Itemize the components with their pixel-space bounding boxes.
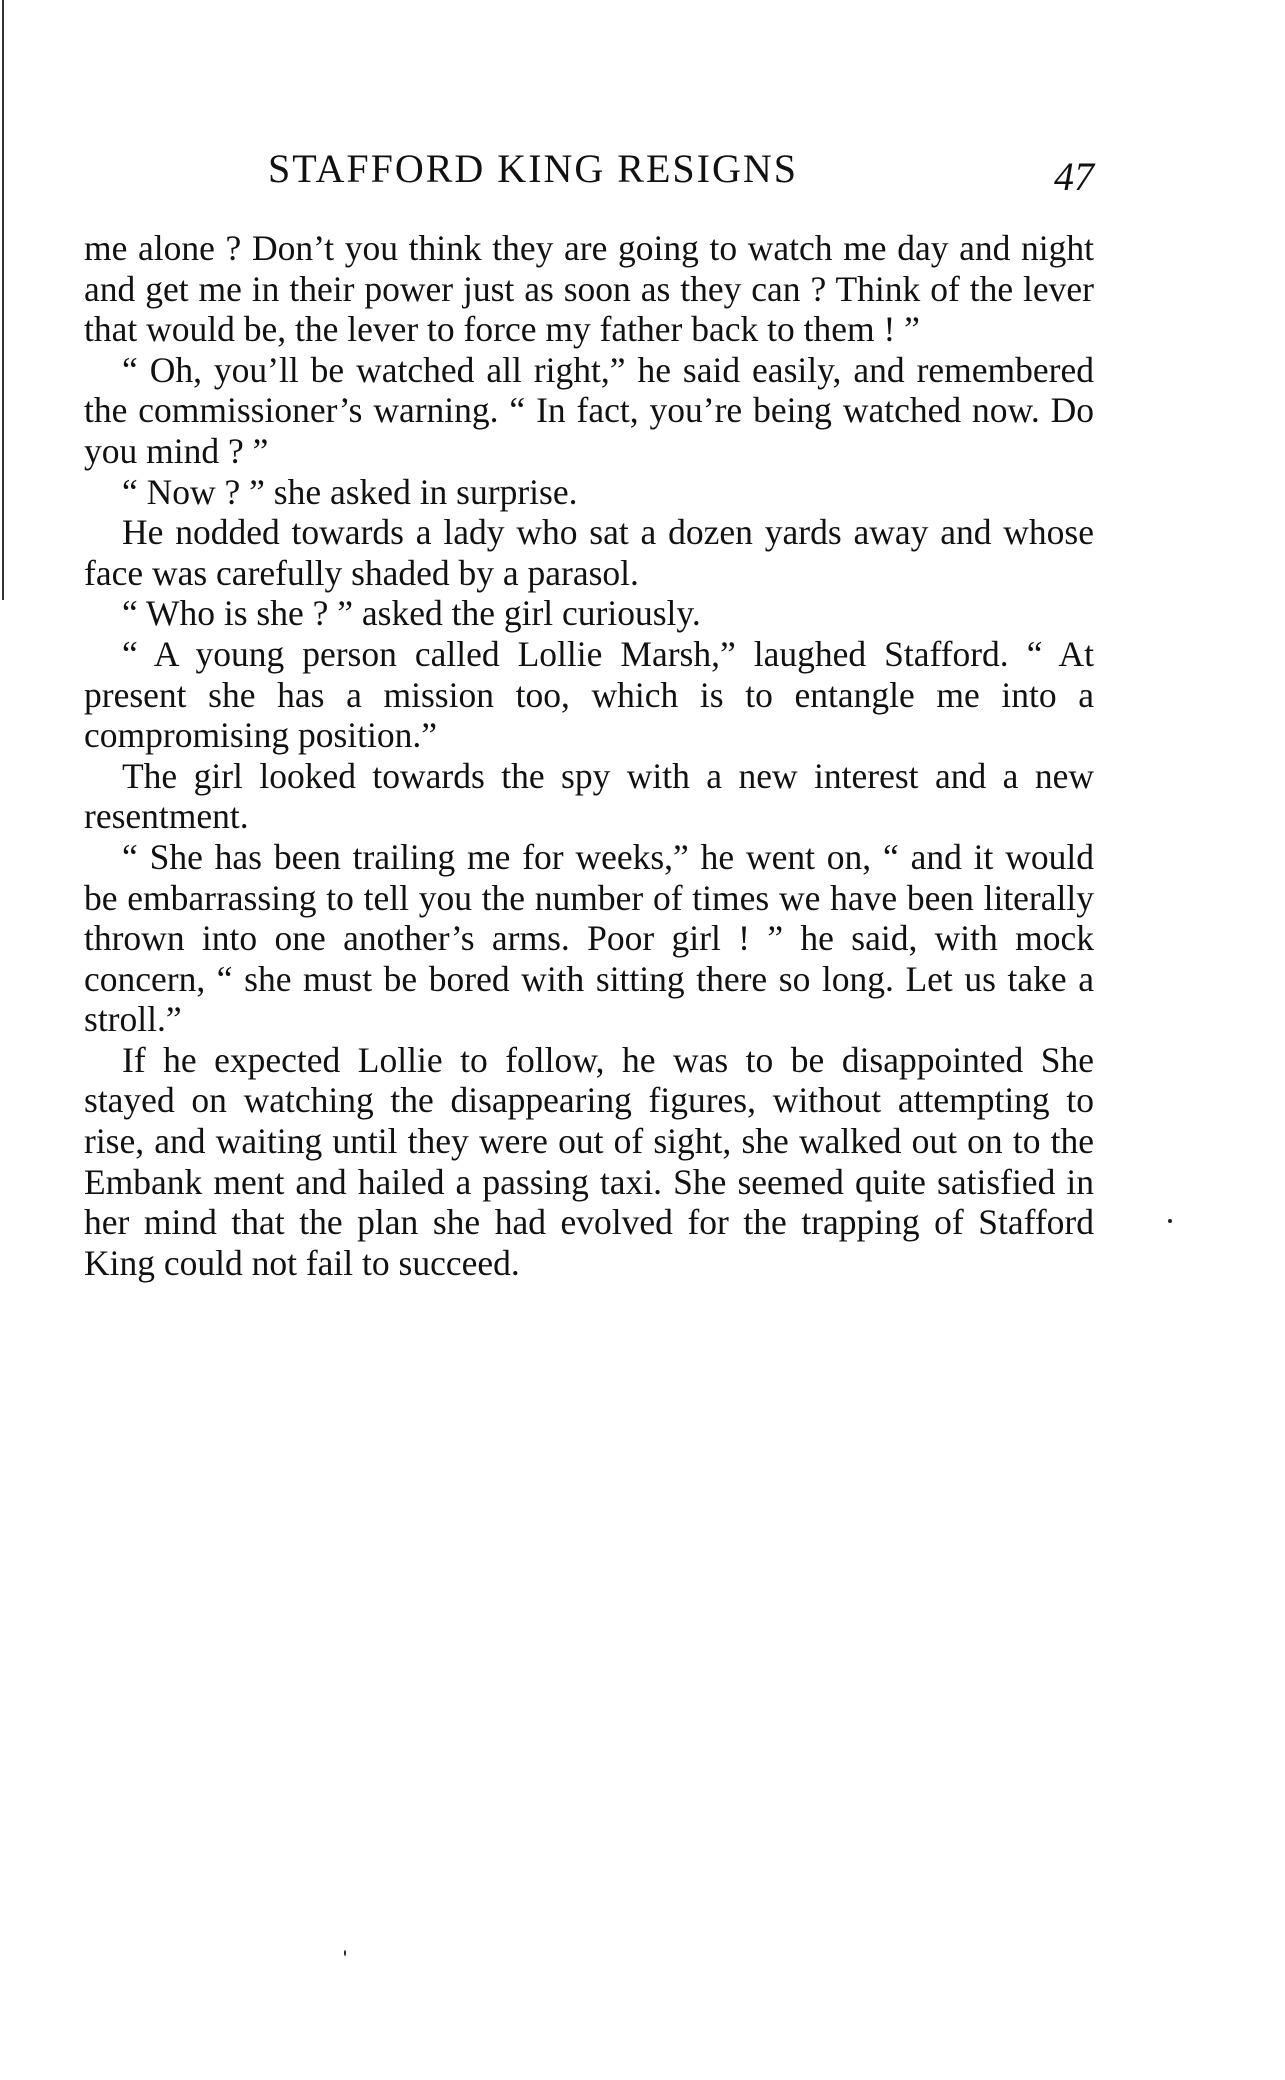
paragraph: The girl looked towards the spy with a new interest and a new resentment.: [84, 755, 1094, 837]
paragraph: “ Who is she ? ” asked the girl curiously.: [122, 593, 701, 634]
print-speck: [344, 1950, 346, 1956]
page-number: 47: [1054, 154, 1094, 199]
page-edge-rule: [2, 0, 4, 600]
paragraph: He nodded towards a lady who sat a dozen yards away and whose face was carefully shaded by a parasol.: [84, 512, 1094, 593]
paragraph: “ Now ? ” she asked in surprise.: [122, 471, 578, 512]
paragraph: If he expected Lollie to follow, he was to be disappointed She stayed on watching the disappearing figures, without attempting to rise, and waiting until they were out of sight, she walked out on to the Embank ment and hailed a passing taxi. She seemed quite satisfied in her mind that the plan she had evolved for the trapping of Stafford King could not fail to succeed.: [84, 1039, 1094, 1283]
running-head: STAFFORD KING RESIGNS: [268, 146, 798, 191]
paragraph: “ Oh, you’ll be watched all right,” he said easily, and remembered the commissioner’s warning. “ In fact, you’re being watched now. Do you mind ? ”: [84, 349, 1094, 471]
paragraph: “ She has been trailing me for weeks,” he went on, “ and it would be embarrassing to tell you the number of times we have been literally thrown into one another’s arms. Poor girl ! ” he said, with mock concern, “ she must be bored with sitting there so long. Let us take a stroll.”: [84, 836, 1094, 1040]
body-text: [84, 228, 1094, 1283]
page-header: [84, 145, 1094, 205]
paragraph: me alone ? Don’t you think they are going to watch me day and night and get me in their power just as soon as they can ? Think of the lever that would be, the lever to force my father back to them ! ”: [84, 228, 1094, 350]
paragraph: “ A young person called Lollie Marsh,” laughed Stafford. “ At present she has a mission too, which is to entangle me into a compromising position.”: [84, 633, 1094, 756]
print-speck: [1168, 1219, 1172, 1223]
